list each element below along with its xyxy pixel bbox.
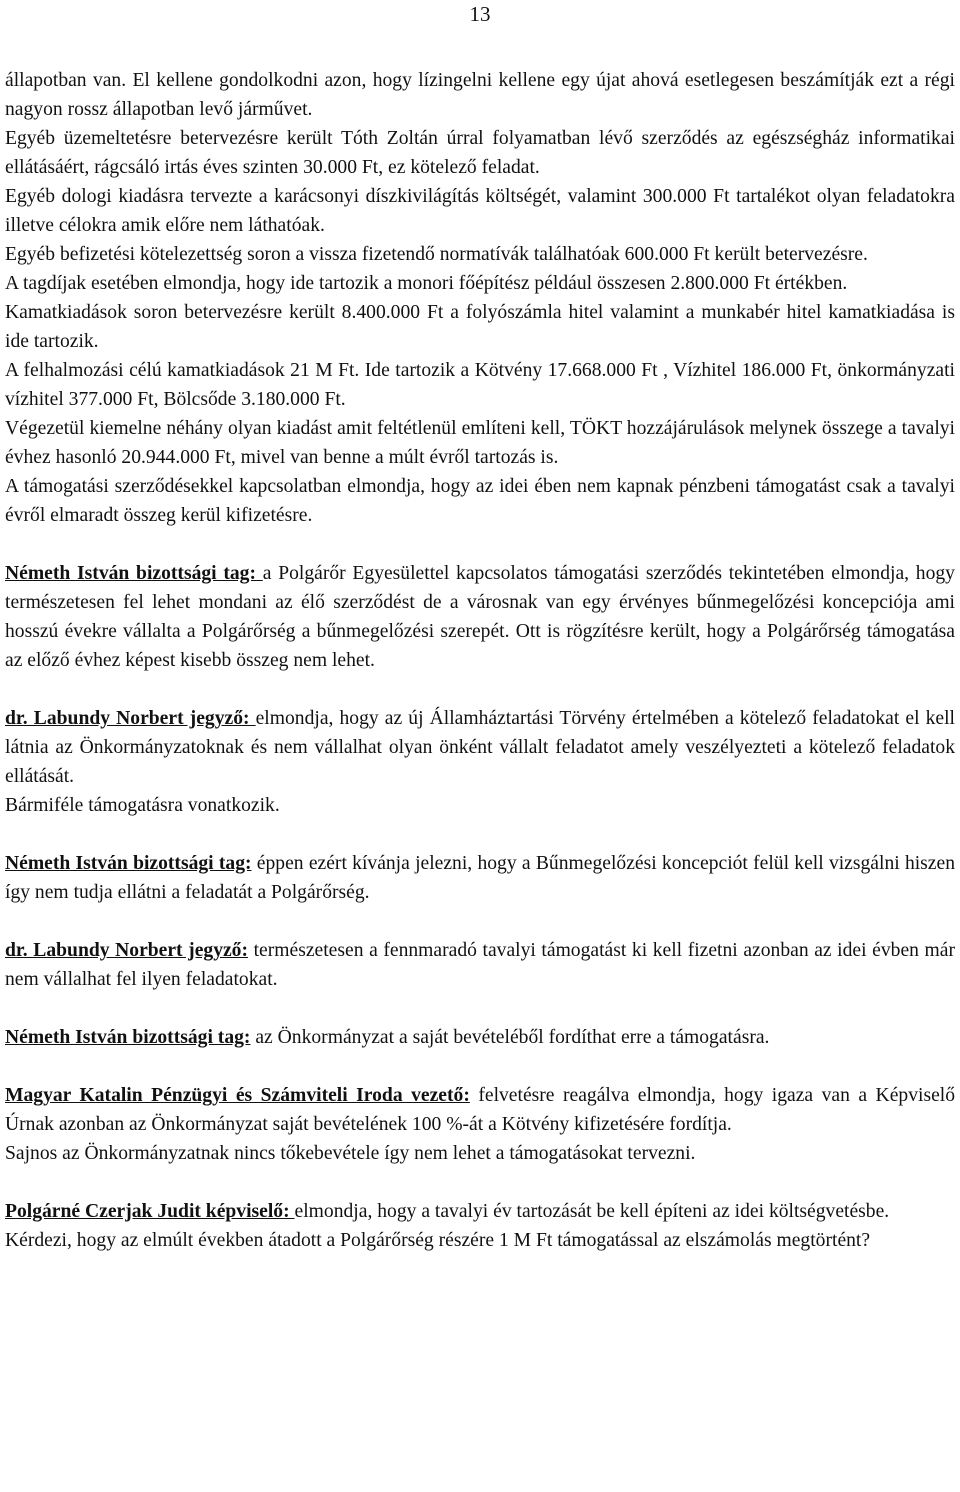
speaker-paragraph — [5, 936, 955, 994]
page-number: 13 — [469, 2, 491, 26]
paragraph: Egyéb üzemeltetésre betervezésre került Tóth Zoltán úrral folyamatban lévő szerződés az egészségház informatikai ellátásáért, rágcsáló irtás éves szinten 30.000 Ft, ez kötelező feladat. — [5, 128, 955, 178]
speaker-statement: természetesen a fennmaradó tavalyi támogatást ki kell fizetni azonban az idei évben már nem vállalhat fel ilyen feladatokat. — [5, 940, 955, 990]
speaker-paragraph — [5, 1197, 955, 1226]
paragraph: Kérdezi, hogy az elmúlt években átadott a Polgárőrség részére 1 M Ft támogatással az elszámolás megtörtént? — [5, 1230, 871, 1251]
paragraph: Sajnos az Önkormányzatnak nincs tőkebevétele így nem lehet a támogatásokat tervezni. — [5, 1143, 696, 1164]
speaker-paragraph — [5, 849, 955, 907]
speaker-name: Németh István bizottsági tag: — [5, 563, 263, 584]
document-body — [5, 66, 955, 1255]
speaker-name: Polgárné Czerjak Judit képviselő: — [5, 1201, 295, 1222]
paragraph: Bármiféle támogatásra vonatkozik. — [5, 795, 280, 816]
paragraph: Egyéb befizetési kötelezettség soron a vissza fizetendő normatívák találhatóak 600.000 Ft került betervezésre. — [5, 244, 868, 265]
paragraph: A tagdíjak esetében elmondja, hogy ide tartozik a monori főépítész például összesen 2.800.000 Ft értékben. — [5, 273, 848, 294]
speaker-name: dr. Labundy Norbert jegyző: — [5, 708, 256, 729]
speaker-paragraph — [5, 704, 955, 791]
speaker-paragraph — [5, 1081, 955, 1139]
speaker-name: dr. Labundy Norbert jegyző: — [5, 940, 249, 961]
speaker-statement: felvetésre reagálva elmondja, hogy igaza van a Képviselő Úrnak azonban az Önkormányzat saját bevételének 100 %-át a Kötvény kifizetésére fordítja. — [5, 1085, 956, 1135]
speaker-statement: a Polgárőr Egyesülettel kapcsolatos támogatási szerződés tekintetében elmondja, hogy természetesen fel lehet mondani az élő szerződést de a városnak van egy érvényes bűnmegelőzési koncepciója ami hosszú évekre vállalta a Polgárőrség a bűnmegelőzési szerepét. Ott is rögzítésre került, hogy a Polgárőrség támogatása az előző évhez képest kisebb összeg nem lehet. — [5, 563, 955, 671]
paragraph: Kamatkiadások soron betervezésre került 8.400.000 Ft a folyószámla hitel valamint a munkabér hitel kamatkiadása is ide tartozik. — [5, 302, 955, 352]
speaker-statement: elmondja, hogy az új Államháztartási Törvény értelmében a kötelező feladatokat el kell látnia az Önkormányzatoknak és nem vállalhat olyan önként vállalt feladatot amely veszélyezteti a kötelező feladatok ellátását. — [5, 708, 955, 787]
paragraph: A felhalmozási célú kamatkiadások 21 M Ft. Ide tartozik a Kötvény 17.668.000 Ft , Vízhitel 186.000 Ft, önkormányzati vízhitel 377.000 Ft, Bölcsőde 3.180.000 Ft. — [5, 360, 955, 410]
speaker-name: Németh István bizottsági tag: — [5, 1027, 251, 1048]
speaker-statement: az Önkormányzat a saját bevételéből fordíthat erre a támogatásra. — [250, 1027, 770, 1048]
speaker-statement: éppen ezért kívánja jelezni, hogy a Bűnmegelőzési koncepciót felül kell vizsgálni hiszen így nem tudja ellátni a feladatát a Polgárőrség. — [5, 853, 955, 903]
paragraph: Végezetül kiemelne néhány olyan kiadást amit feltétlenül említeni kell, TÖKT hozzájárulások melynek összege a tavalyi évhez hasonló 20.944.000 Ft, mivel van benne a múlt évről tartozás is. — [5, 418, 955, 468]
speaker-paragraph — [5, 1023, 955, 1052]
speaker-name: Németh István bizottsági tag: — [5, 853, 252, 874]
speaker-name: Magyar Katalin Pénzügyi és Számviteli Iroda vezető: — [5, 1085, 470, 1106]
paragraph: A támogatási szerződésekkel kapcsolatban elmondja, hogy az idei ében nem kapnak pénzbeni támogatást csak a tavalyi évről elmaradt összeg kerül kifizetésre. — [5, 476, 955, 526]
speaker-paragraph — [5, 559, 955, 675]
paragraph: állapotban van. El kellene gondolkodni azon, hogy lízingelni kellene egy újat ahová esetlegesen beszámítják ezt a régi nagyon rossz állapotban levő járművet. — [5, 70, 955, 120]
paragraph: Egyéb dologi kiadásra tervezte a karácsonyi díszkivilágítás költségét, valamint 300.000 Ft tartalékot olyan feladatokra illetve célokra amik előre nem láthatóak. — [5, 186, 955, 236]
speaker-statement: elmondja, hogy a tavalyi év tartozását be kell építeni az idei költségvetésbe. — [294, 1201, 890, 1222]
